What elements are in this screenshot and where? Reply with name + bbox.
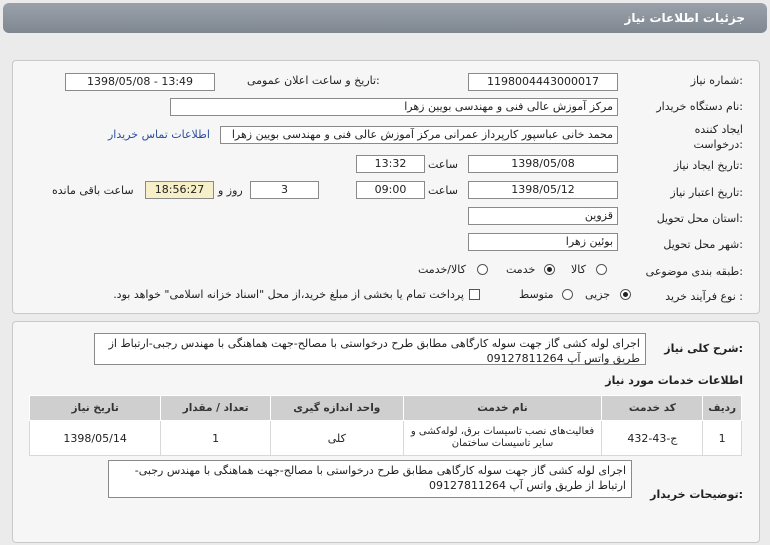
category-goods-label: کالا	[571, 263, 586, 276]
process-medium-radio[interactable]	[562, 289, 573, 300]
table-row	[30, 421, 742, 456]
col-quantity-header: تعداد / مقدار	[161, 396, 271, 421]
process-label: نوع فرآیند خرید :	[665, 290, 743, 303]
category-goods-radio[interactable]	[596, 264, 607, 275]
general-desc-label: شرح کلی نیاز:	[664, 342, 743, 355]
col-date-header: تاریخ نیاز	[30, 396, 161, 421]
province-label: استان محل تحویل:	[656, 212, 743, 225]
category-service-radio[interactable]	[544, 264, 555, 275]
creator-label-line1: ایجاد کننده	[694, 123, 743, 136]
validity-date-field: 1398/05/12	[468, 181, 618, 199]
need-number-field: 1198004443000017	[468, 73, 618, 91]
cell-unit: کلی	[270, 421, 403, 456]
page-title: جزئیات اطلاعات نیاز	[624, 11, 745, 25]
cell-row: 1	[703, 421, 742, 456]
page-header	[3, 3, 767, 33]
days-field: 3	[250, 181, 319, 199]
col-row-header: ردیف	[703, 396, 742, 421]
buyer-name-field: مرکز آموزش عالی فنی و مهندسی بویین زهرا	[170, 98, 618, 116]
col-name-header: نام خدمت	[403, 396, 602, 421]
announce-datetime-field: 1398/05/08 - 13:49	[65, 73, 215, 91]
need-time-label: ساعت	[428, 158, 458, 171]
need-number-label: شماره نیاز:	[690, 74, 743, 87]
remaining-label: ساعت باقی مانده	[52, 184, 134, 197]
services-table	[29, 395, 742, 456]
process-medium-label: متوسط	[519, 288, 554, 301]
process-minor-label: جزیی	[585, 288, 611, 301]
city-field: بوئین زهرا	[468, 233, 618, 251]
category-goods-service-label: کالا/خدمت	[418, 263, 466, 276]
cell-date: 1398/05/14	[30, 421, 161, 456]
validity-date-label: تاریخ اعتبار نیاز:	[670, 186, 743, 199]
buyer-notes-label: توضیحات خریدار:	[650, 488, 743, 501]
cell-quantity: 1	[161, 421, 271, 456]
remaining-time-field: 18:56:27	[145, 181, 214, 199]
category-service-label: خدمت	[506, 263, 536, 276]
days-label: روز و	[218, 184, 243, 197]
cell-name: فعالیت‌های نصب تاسیسات برق، لوله‌کشی و سایر تاسیسات ساختمان	[403, 421, 602, 456]
category-label: طبقه بندی موضوعی:	[645, 265, 743, 278]
cell-code: ج-43-432	[602, 421, 703, 456]
validity-time-field: 09:00	[356, 181, 425, 199]
need-time-field: 13:32	[356, 155, 425, 173]
process-minor-radio[interactable]	[620, 289, 631, 300]
general-desc-box: اجرای لوله کشی گاز جهت سوله کارگاهی مطابق طرح درخواستی با مصالح-جهت هماهنگی با مهندس رجبی-ارتباط از طریق واتس آپ 09127811264	[94, 333, 646, 365]
islamic-treasury-checkbox[interactable]	[469, 289, 480, 300]
need-date-field: 1398/05/08	[468, 155, 618, 173]
payment-note: پرداخت تمام یا بخشی از مبلغ خرید،از محل "اسناد خزانه اسلامی" خواهد بود.	[113, 288, 464, 301]
buyer-contact-link[interactable]: اطلاعات تماس خریدار	[108, 128, 210, 141]
buyer-name-label: نام دستگاه خریدار:	[656, 100, 743, 113]
creator-label-line2: درخواست:	[693, 138, 743, 151]
province-field: قزوین	[468, 207, 618, 225]
col-code-header: کد خدمت	[602, 396, 703, 421]
announce-datetime-label: تاریخ و ساعت اعلان عمومی:	[247, 74, 380, 87]
buyer-notes-box: اجرای لوله کشی گاز جهت سوله کارگاهی مطابق طرح درخواستی با مصالح-جهت هماهنگی با مهندس رجبی-ارتباط از طریق واتس آپ 09127811264	[108, 460, 632, 498]
creator-field: محمد خانی عباسپور کارپرداز عمرانی مرکز آموزش عالی فنی و مهندسی بویین زهرا	[220, 126, 618, 144]
col-unit-header: واحد اندازه گیری	[270, 396, 403, 421]
city-label: شهر محل تحویل:	[663, 238, 743, 251]
need-date-label: تاریخ ایجاد نیاز:	[673, 159, 743, 172]
validity-time-label: ساعت	[428, 184, 458, 197]
category-goods-service-radio[interactable]	[477, 264, 488, 275]
table-header-row	[30, 396, 742, 421]
services-info-title: اطلاعات خدمات مورد نیاز	[605, 374, 743, 387]
